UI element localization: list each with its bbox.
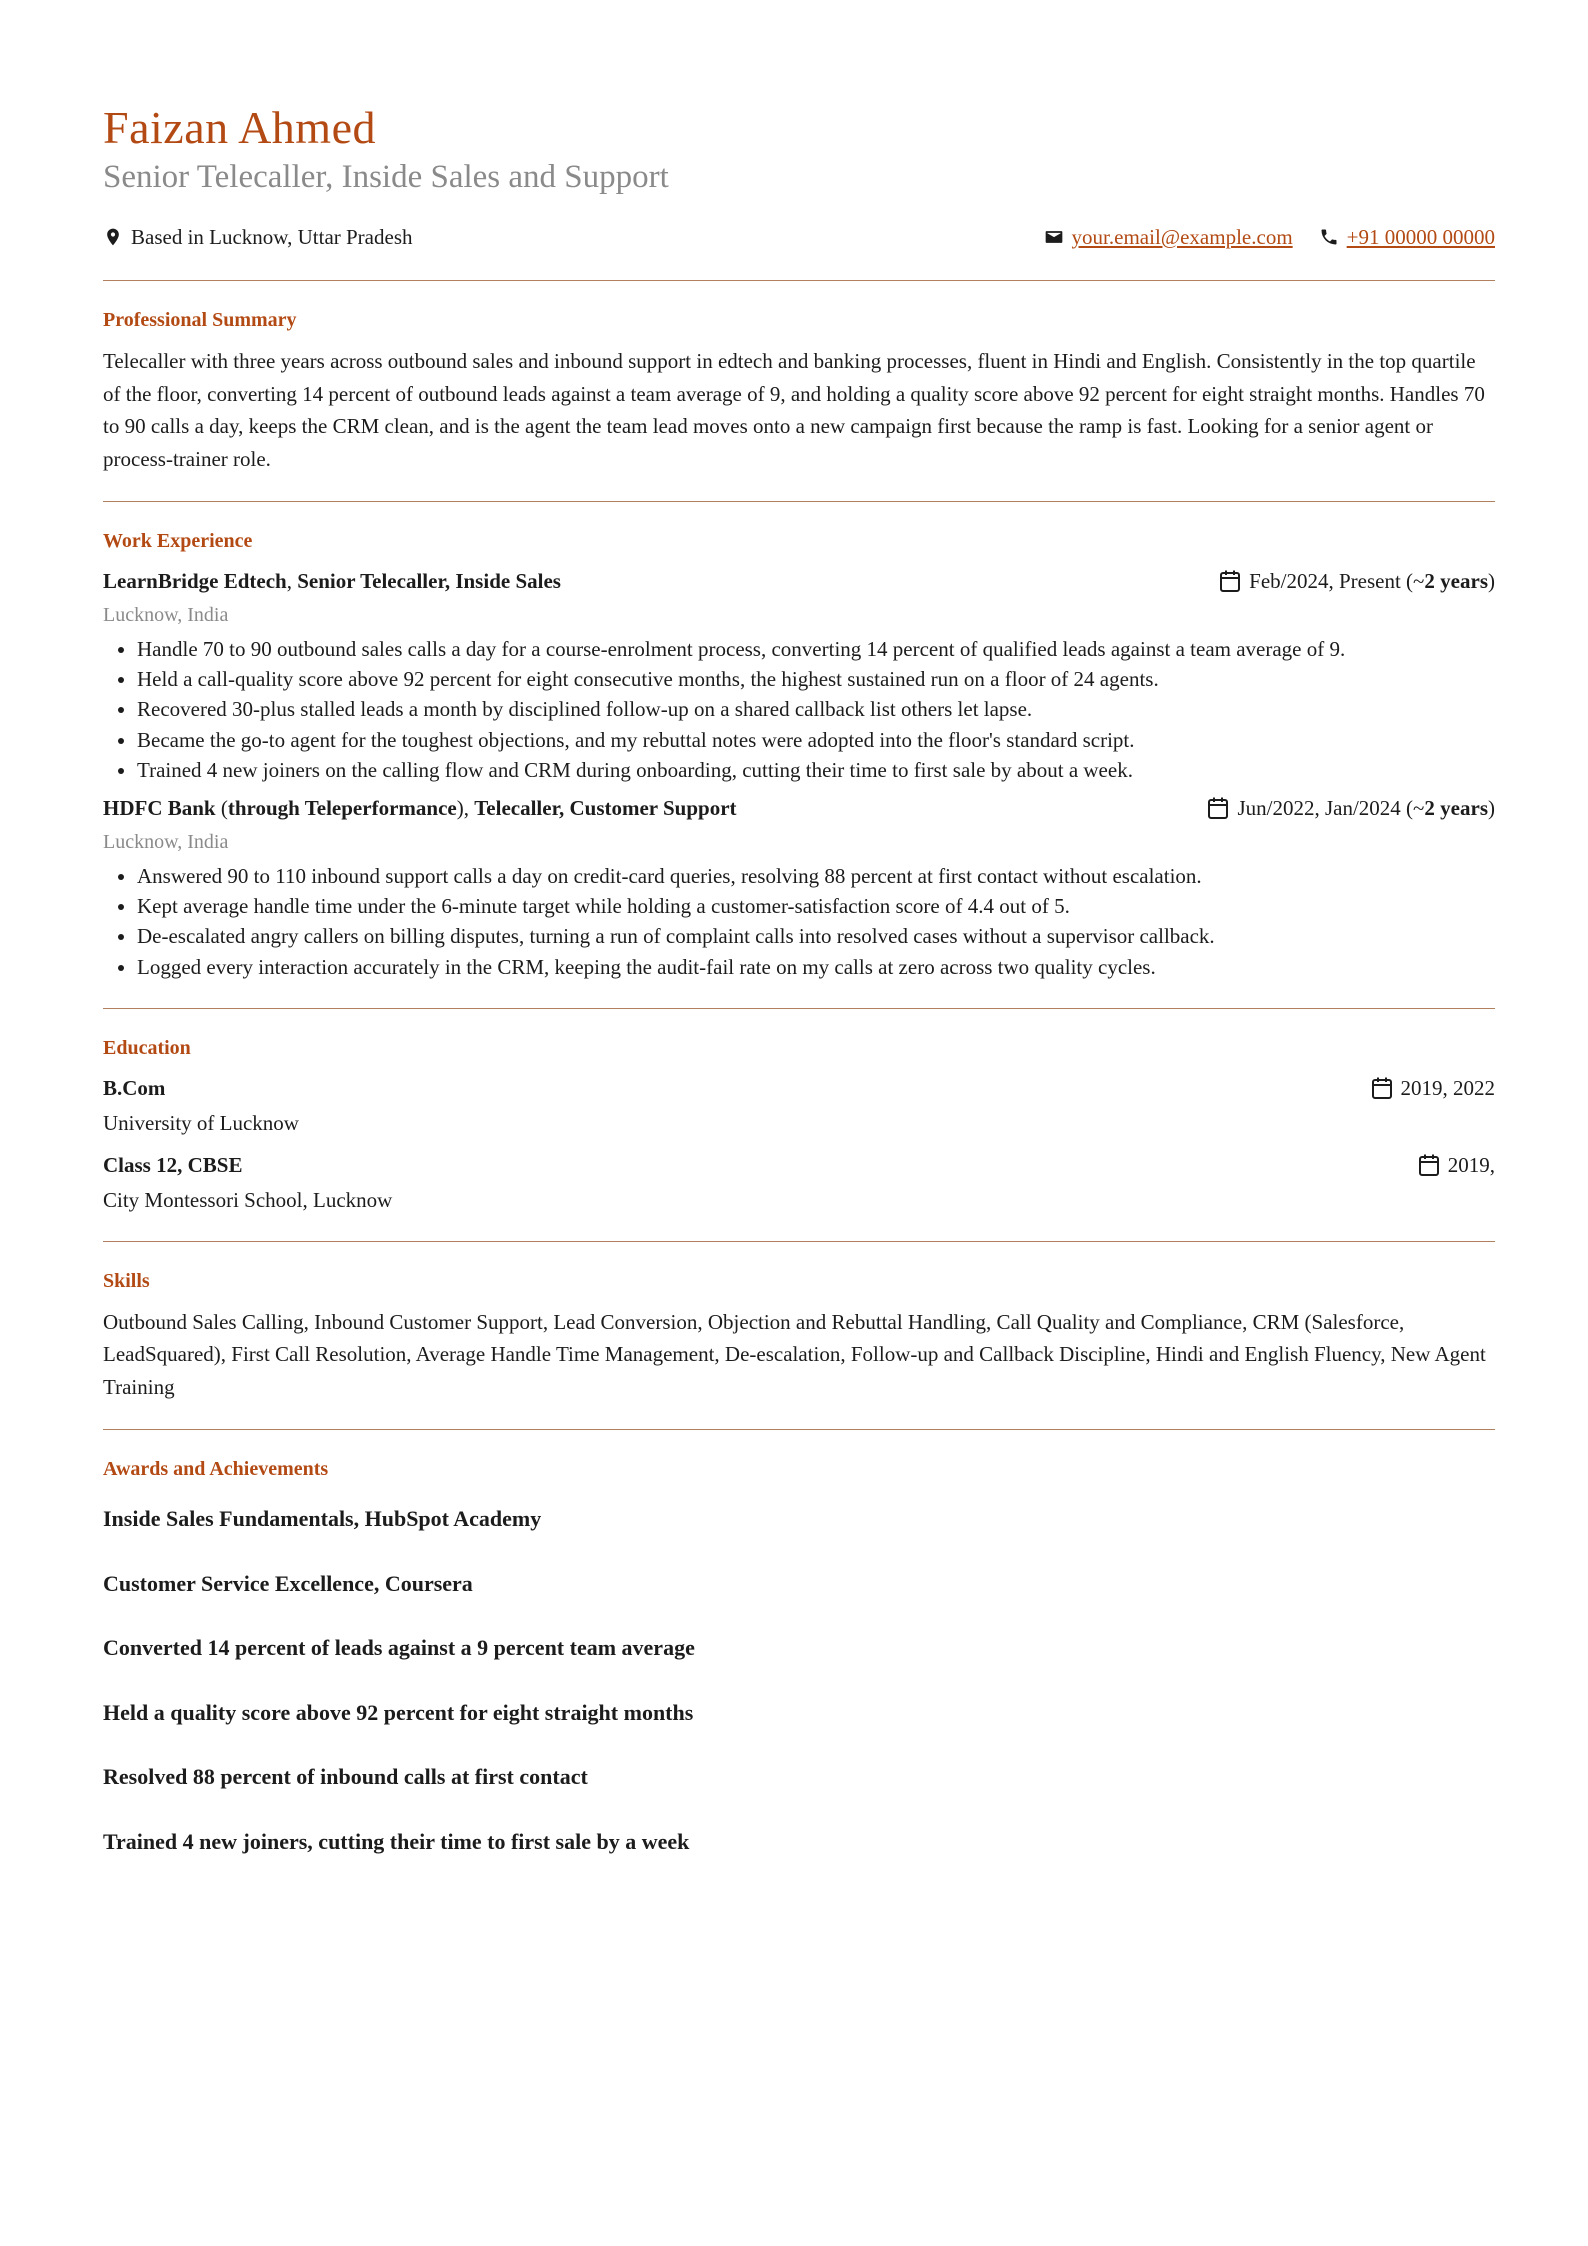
- awards-list: [103, 1504, 1495, 1857]
- location-info: [103, 222, 413, 252]
- awards-section: [103, 1430, 1495, 1883]
- award-item: Trained 4 new joiners, cutting their time to first sale by a week: [103, 1828, 690, 1854]
- skills-text: Outbound Sales Calling, Inbound Customer Support, Lead Conversion, Objection and Rebuttal Handling, Call Quality and Compliance, CRM (Salesforce, LeadSquared), First Call Resolution, Average Handle Time Management, De-escalation, Follow-up and Callback Discipline, Hindi and English Fluency, New Agent Training: [103, 1309, 1486, 1399]
- calendar-icon: [1219, 569, 1241, 593]
- education-section: [103, 1009, 1495, 1241]
- education-degree: B.Com: [103, 1075, 166, 1100]
- resume-page: [103, 100, 1495, 1883]
- experience-section: [103, 502, 1495, 1008]
- job-bullet: • De-escalated angry callers on billing disputes, turning a run of complaint calls into resolved cases without a supervisor callback.: [137, 921, 1495, 951]
- experience-heading: Work Experience: [103, 530, 253, 552]
- award-item: Customer Service Excellence, Coursera: [103, 1570, 473, 1596]
- job-title-line: LearnBridge Edtech, Senior Telecaller, Inside Sales: [103, 569, 561, 593]
- contact-links: [1044, 222, 1495, 252]
- job-header: [103, 793, 1495, 823]
- job-location: Lucknow, India: [103, 831, 229, 854]
- job-bullet: • Recovered 30-plus stalled leads a month by disciplined follow-up on a shared callback list others let lapse.: [137, 694, 1495, 724]
- education-date-range: 2019,: [1447, 1152, 1495, 1177]
- email-link[interactable]: your.email@example.com: [1071, 225, 1293, 249]
- education-entry: [103, 1150, 1495, 1215]
- job-bullet: • Trained 4 new joiners on the calling flow and CRM during onboarding, cutting their time to first sale by about a week.: [137, 755, 1495, 785]
- location-text: Based in Lucknow, Uttar Pradesh: [131, 225, 413, 249]
- calendar-icon: [1418, 1153, 1440, 1177]
- education-heading: Education: [103, 1036, 191, 1059]
- education-degree: Class 12, CBSE: [103, 1152, 243, 1177]
- job-bullets: [103, 634, 1495, 785]
- award-item: Resolved 88 percent of inbound calls at first contact: [103, 1764, 588, 1790]
- candidate-name: Faizan Ahmed: [103, 102, 376, 153]
- summary-heading: Professional Summary: [103, 309, 297, 331]
- job-entry: [103, 566, 1495, 785]
- award-item: Held a quality score above 92 percent for eight straight months: [103, 1699, 694, 1725]
- education-header: [103, 1150, 1495, 1180]
- candidate-role: Senior Telecaller, Inside Sales and Support: [103, 159, 669, 195]
- education-dates: [1371, 1073, 1496, 1103]
- job-position: Telecaller, Customer Support: [474, 796, 737, 821]
- contact-bar: [103, 222, 1495, 252]
- education-school: University of Lucknow: [103, 1110, 299, 1135]
- job-position: Senior Telecaller, Inside Sales: [297, 569, 561, 593]
- award-item: Inside Sales Fundamentals, HubSpot Academy: [103, 1506, 542, 1532]
- job-location: Lucknow, India: [103, 604, 229, 626]
- skills-heading: Skills: [103, 1269, 150, 1292]
- phone-icon: [1319, 227, 1339, 247]
- education-entry: [103, 1073, 1495, 1138]
- job-duration: 2 years: [1424, 796, 1488, 821]
- job-date-range: Jun/2022, Jan/2024 (~: [1237, 796, 1425, 821]
- education-dates: [1418, 1150, 1495, 1180]
- calendar-icon: [1371, 1076, 1393, 1100]
- job-duration: 2 years: [1424, 569, 1488, 593]
- envelope-icon: [1044, 227, 1064, 247]
- job-organization-via: through Teleperformance: [227, 796, 457, 821]
- phone-link[interactable]: +91 00000 00000: [1346, 225, 1495, 249]
- job-bullets: [103, 861, 1495, 982]
- job-date-range: Feb/2024, Present (~: [1249, 569, 1425, 593]
- job-bullet: • Logged every interaction accurately in the CRM, keeping the audit-fail rate on my calls at zero across two quality cycles.: [137, 952, 1495, 982]
- job-bullet: • Held a call-quality score above 92 percent for eight consecutive months, the highest sustained run on a floor of 24 agents.: [137, 664, 1495, 694]
- skills-section: [103, 1242, 1495, 1430]
- job-dates: Jun/2022, Jan/2024 (~ 2 years ): [1207, 793, 1495, 823]
- job-header: [103, 566, 1495, 596]
- education-header: [103, 1073, 1495, 1103]
- job-organization: HDFC Bank: [103, 796, 216, 821]
- summary-section: [103, 281, 1495, 501]
- job-bullet: • Answered 90 to 110 inbound support calls a day on credit-card queries, resolving 88 percent at first contact without escalation.: [137, 861, 1495, 891]
- calendar-icon: [1207, 796, 1229, 820]
- job-bullet: • Became the go-to agent for the toughest objections, and my rebuttal notes were adopted into the floor's standard script.: [137, 725, 1495, 755]
- job-title-line: HDFC Bank (through Teleperformance), Telecaller, Customer Support: [103, 796, 737, 821]
- award-item: Converted 14 percent of leads against a 9 percent team average: [103, 1635, 695, 1661]
- map-pin-icon: [103, 227, 123, 247]
- job-bullet: • Handle 70 to 90 outbound sales calls a day for a course-enrolment process, converting 14 percent of qualified leads against a team average of 9.: [137, 634, 1495, 664]
- job-entry: [103, 793, 1495, 982]
- summary-text: Telecaller with three years across outbound sales and inbound support in edtech and banking processes, fluent in Hindi and English. Consistently in the top quartile of the floor, converting 14 percent of outbound leads against a team average of 9, and holding a quality score above 92 percent for eight straight months. Handles 70 to 90 calls a day, keeps the CRM clean, and is the agent the team lead moves onto a new campaign first because the ramp is fast. Looking for a senior agent or process-trainer role.: [103, 349, 1485, 471]
- job-organization: LearnBridge Edtech: [103, 569, 287, 593]
- job-bullet: • Kept average handle time under the 6-minute target while holding a customer-satisfaction score of 4.4 out of 5.: [137, 891, 1495, 921]
- education-date-range: 2019, 2022: [1400, 1075, 1495, 1100]
- job-dates: Feb/2024, Present (~ 2 years ): [1219, 566, 1495, 596]
- education-school: City Montessori School, Lucknow: [103, 1187, 393, 1212]
- awards-heading: Awards and Achievements: [103, 1458, 329, 1481]
